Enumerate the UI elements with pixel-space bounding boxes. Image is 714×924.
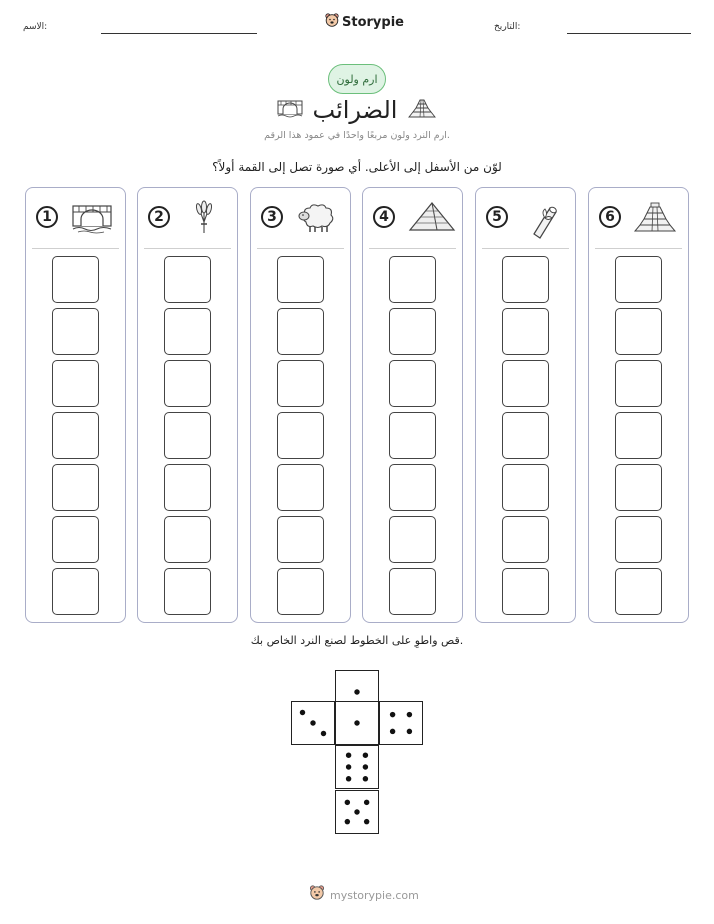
color-square[interactable] — [502, 360, 549, 407]
column-number: 6 — [599, 206, 621, 228]
dice-face-5 — [335, 790, 379, 834]
color-square[interactable] — [389, 360, 436, 407]
color-square[interactable] — [164, 256, 211, 303]
color-square[interactable] — [164, 464, 211, 511]
title-row — [270, 92, 444, 128]
column-4 — [362, 187, 463, 623]
color-square[interactable] — [615, 568, 662, 615]
dice-face-1 — [335, 701, 379, 745]
column-divider — [595, 248, 682, 249]
column-number: 1 — [36, 206, 58, 228]
color-square[interactable] — [389, 412, 436, 459]
instruction: لوّن من الأسفل إلى الأعلى. أي صورة تصل إلى القمة أولاً؟ — [212, 160, 502, 174]
scroll-icon — [520, 200, 564, 234]
dice-face-3 — [291, 701, 335, 745]
color-square[interactable] — [164, 568, 211, 615]
stepped-pyramid-icon — [407, 97, 437, 123]
column-number: 4 — [373, 206, 395, 228]
color-square[interactable] — [615, 360, 662, 407]
column-5 — [475, 187, 576, 623]
color-square[interactable] — [164, 308, 211, 355]
column-divider — [369, 248, 456, 249]
color-square[interactable] — [389, 464, 436, 511]
color-square[interactable] — [502, 412, 549, 459]
color-square[interactable] — [502, 256, 549, 303]
stepped-pyramid-icon — [633, 200, 677, 234]
color-square[interactable] — [164, 516, 211, 563]
cut-instruction: قص واطوِ على الخطوط لصنع النرد الخاص بك. — [250, 634, 464, 647]
brand-logo — [325, 13, 404, 32]
color-square[interactable] — [52, 464, 99, 511]
color-square[interactable] — [277, 516, 324, 563]
footer — [309, 885, 419, 905]
color-square[interactable] — [52, 568, 99, 615]
column-divider — [482, 248, 569, 249]
color-square[interactable] — [615, 256, 662, 303]
brand-name: Storypie — [342, 15, 404, 30]
color-square[interactable] — [277, 412, 324, 459]
roll-and-color-badge: ارم ولون — [328, 64, 386, 94]
name-line — [101, 33, 257, 34]
color-square[interactable] — [277, 464, 324, 511]
column-divider — [32, 248, 119, 249]
date-line — [567, 33, 691, 34]
column-2 — [137, 187, 238, 623]
dice-face-4 — [379, 701, 423, 745]
subtitle: ارم النرد ولون مربعًا واحدًا في عمود هذا الرقم. — [264, 130, 450, 141]
color-square[interactable] — [52, 412, 99, 459]
footer-site: mystorypie.com — [330, 888, 419, 902]
pyramid-icon — [407, 200, 451, 234]
bear-logo-icon — [325, 13, 339, 32]
color-square[interactable] — [277, 256, 324, 303]
color-square[interactable] — [502, 516, 549, 563]
color-square[interactable] — [277, 568, 324, 615]
color-square[interactable] — [502, 464, 549, 511]
column-6 — [588, 187, 689, 623]
color-square[interactable] — [52, 256, 99, 303]
column-1 — [25, 187, 126, 623]
column-number: 3 — [261, 206, 283, 228]
color-square[interactable] — [615, 464, 662, 511]
date-label: التاريخ: — [494, 22, 521, 32]
column-divider — [144, 248, 231, 249]
column-number: 5 — [486, 206, 508, 228]
color-square[interactable] — [52, 516, 99, 563]
color-square[interactable] — [277, 308, 324, 355]
name-label: الاسم: — [23, 22, 48, 32]
dice-face-6 — [335, 745, 379, 789]
bridge-icon — [277, 98, 303, 122]
bear-logo-icon — [309, 885, 325, 905]
color-square[interactable] — [615, 516, 662, 563]
column-divider — [257, 248, 344, 249]
page-title: الضرائب — [312, 96, 398, 124]
column-3 — [250, 187, 351, 623]
bridge-icon — [70, 200, 114, 234]
color-square[interactable] — [615, 412, 662, 459]
color-square[interactable] — [615, 308, 662, 355]
color-square[interactable] — [277, 360, 324, 407]
sheep-icon — [295, 200, 339, 234]
color-square[interactable] — [502, 568, 549, 615]
color-square[interactable] — [389, 516, 436, 563]
color-square[interactable] — [389, 308, 436, 355]
color-square[interactable] — [52, 308, 99, 355]
wheat-icon — [182, 200, 226, 234]
color-square[interactable] — [502, 308, 549, 355]
color-square[interactable] — [389, 568, 436, 615]
color-square[interactable] — [52, 360, 99, 407]
color-square[interactable] — [389, 256, 436, 303]
color-square[interactable] — [164, 412, 211, 459]
color-square[interactable] — [164, 360, 211, 407]
column-number: 2 — [148, 206, 170, 228]
